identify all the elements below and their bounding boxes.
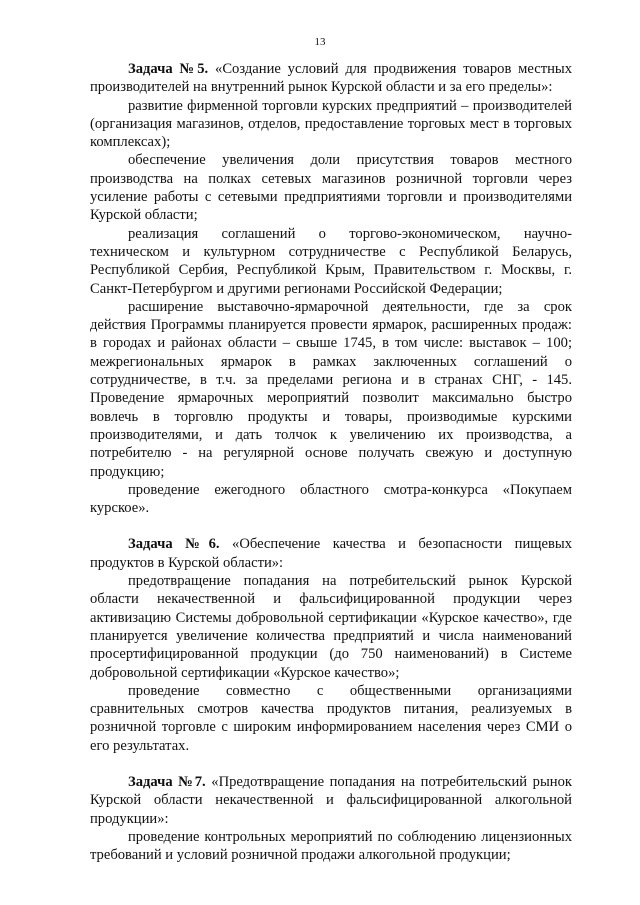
task-item: проведение совместно с общественными организациями сравнительных смотров качества продуктов питания, реализуемых в розничной торговле с широким информированием населения через СМИ о его результатах.	[90, 682, 572, 754]
task-heading	[90, 535, 572, 572]
page-number: 13	[314, 36, 326, 48]
task-label: Задача №6.	[128, 536, 220, 553]
task-item: предотвращение попадания на потребительский рынок Курской области некачественной и фальсифицированной продукции через активизацию Системы добровольной сертификации «Курское качество», где планируется увеличение количества предприятий и числа наименований просертифицированной продукции (до 750 наименований) в Системе добровольной сертификации «Курское качество»;	[90, 573, 572, 681]
task-title: «Создание условий для продвижения товаров местных производителей на внутренний рынок Курской области и за его пределы»:	[90, 61, 572, 96]
task-item: расширение выставочно-ярмарочной деятельности, где за срок действия Программы планируется провести ярмарок, расширенных продаж: в городах и районах области – свыше 1745, в том числе: выставок – 100; межрегиональных ярмарок в рамках заключенных соглашений о сотрудничестве, в т.ч. за пределами региона и в странах СНГ, - 145. Проведение ярмарочных мероприятий позволит максимально быстро вовлечь в торговлю продукты и товары, производимые курскими производителями, и дать толчок к увеличению их производства, а потребителю - на регулярной основе получать свежую и доступную продукцию;	[90, 298, 572, 480]
task-item: реализация соглашений о торгово-экономическом, научно-техническом и культурном сотрудничестве с Республикой Беларусь, Республикой Сербия, Республикой Крым, Правительством г. Москвы, г. Санкт-Петербургом и другими регионами Российской Федерации;	[90, 225, 572, 297]
task-item: проведение ежегодного областного смотра-конкурса «Покупаем курское».	[90, 481, 572, 517]
task-heading	[90, 773, 572, 828]
task-item: проведение контрольных мероприятий по соблюдению лицензионных требований и условий розничной продажи алкогольной продукции;	[90, 828, 572, 864]
task-title: «Обеспечение качества и безопасности пищевых продуктов в Курской области»:	[90, 536, 572, 571]
task-label: Задача №5.	[128, 61, 209, 77]
task-title: «Предотвращение попадания на потребительский рынок Курской области некачественной и фальсифицированной алкогольной продукции»:	[90, 773, 572, 827]
task-item: обеспечение увеличения доли присутствия товаров местного производства на полках сетевых магазинов розничной торговли через усиление работы с сетевыми предприятиями торговли и производителями Курской области;	[90, 152, 572, 224]
task-label: Задача №7.	[128, 773, 206, 790]
document-body	[90, 60, 572, 864]
task-heading	[90, 60, 572, 97]
task-item: развитие фирменной торговли курских предприятий – производителей (организация магазинов, отделов, предоставление торговых мест в торговых комплексах);	[90, 97, 572, 151]
